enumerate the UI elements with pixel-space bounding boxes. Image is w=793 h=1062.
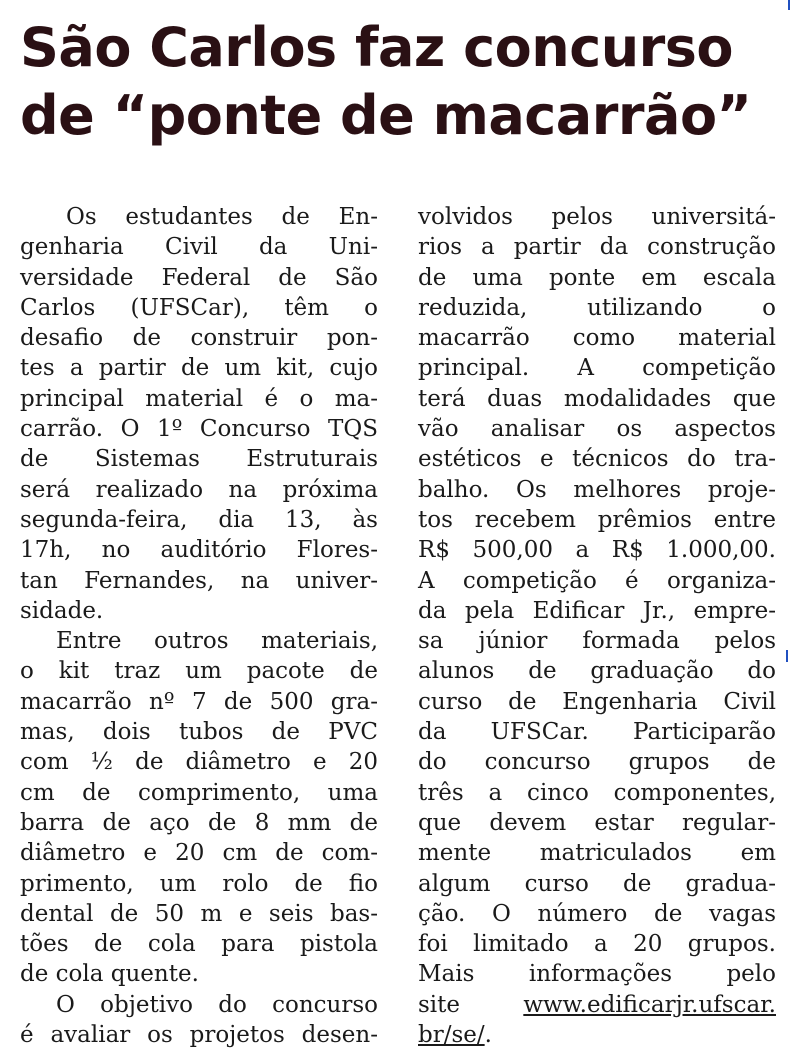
left-line: dental de 50 m e seis bas- [20,900,378,927]
right-line: macarrão como material [418,325,776,352]
right-line: do concurso grupos de [418,749,776,776]
headline-line-2: de “ponte de macarrão” [20,84,752,147]
right-line: da pela Edificar Jr., empre- [418,597,776,624]
left-line: cm de comprimento, uma [20,779,378,806]
left-line: desafio de construir pon- [20,325,378,352]
left-line: com ½ de diâmetro e 20 [20,749,378,776]
right-line: vão analisar os aspectos [418,416,776,443]
left-line: Os estudantes de En- [66,204,378,230]
right-line: ção. O número de vagas [418,900,776,927]
left-line: Entre outros materiais, [56,628,378,655]
right-line: reduzida, utilizando o [418,294,776,321]
left-line: principal material é o ma- [20,385,378,412]
right-line: R$ 500,00 a R$ 1.000,00. [418,537,776,564]
left-line: versidade Federal de São [20,264,378,291]
left-line: tan Fernandes, na univer- [20,567,378,594]
left-line: carrão. O 1º Concurso TQS [20,416,378,443]
article-column-left [20,202,378,1050]
left-line: primento, um rolo de fio [20,870,378,897]
right-line: mente matriculados em [418,840,776,867]
headline [20,14,785,150]
left-line: será realizado na próxima [20,476,378,503]
left-line: 17h, no auditório Flores- [20,537,378,564]
right-line: alunos de graduação do [418,658,776,685]
right-line: tos recebem prêmios entre [418,506,776,533]
article-column-right-body [418,202,776,990]
left-line: mas, dois tubos de PVC [20,719,378,746]
left-line: segunda-feira, dia 13, às [20,506,378,533]
right-line: terá duas modalidades que [418,385,776,412]
left-line: de Sistemas Estruturais [20,446,378,473]
left-line: é avaliar os projetos desen- [20,1022,378,1049]
headline-line-1: São Carlos faz concurso [20,16,734,79]
site-link-part-1[interactable]: www.edificarjr.ufscar. [523,991,776,1018]
right-line: principal. A competição [418,355,776,382]
right-line: A competição é organiza- [418,567,776,594]
left-line: macarrão nº 7 de 500 gra- [20,688,378,715]
right-line: algum curso de gradua- [418,870,776,897]
right-line: rios a partir da construção [418,234,776,261]
left-line: o kit traz um pacote de [20,658,378,685]
site-prefix: site [418,991,524,1018]
left-line: de cola quente. [20,961,199,988]
left-line: sidade. [20,597,104,624]
right-line: da UFSCar. Participarão [418,719,776,746]
right-line: três a cinco componentes, [418,779,776,806]
margin-mark-top [788,0,790,10]
site-link-part-2[interactable]: br/se/ [418,1022,485,1049]
right-line: de uma ponte em escala [418,264,776,291]
right-line: curso de Engenharia Civil [418,688,776,715]
site-suffix: . [484,1022,492,1049]
left-line: tes a partir de um kit, cujo [20,355,378,382]
right-line: foi limitado a 20 grupos. [418,931,776,958]
right-line: Mais informações pelo [418,961,776,988]
left-line: diâmetro e 20 cm de com- [20,840,378,867]
site-link-line [418,990,776,1020]
margin-mark-mid [786,650,788,662]
site-link-line-2 [418,1020,776,1050]
right-line: estéticos e técnicos do tra- [418,446,776,473]
right-line: volvidos pelos universitá- [418,204,776,230]
left-line: tões de cola para pistola [20,931,378,958]
right-line: balho. Os melhores proje- [418,476,776,503]
right-line: sa júnior formada pelos [418,628,776,655]
left-line: Carlos (UFSCar), têm o [20,294,378,321]
left-line: O objetivo do concurso [56,991,378,1018]
left-line: barra de aço de 8 mm de [20,809,378,836]
right-line: que devem estar regular- [418,809,776,836]
left-line: genharia Civil da Uni- [20,234,378,261]
article-column-right [418,202,776,1050]
